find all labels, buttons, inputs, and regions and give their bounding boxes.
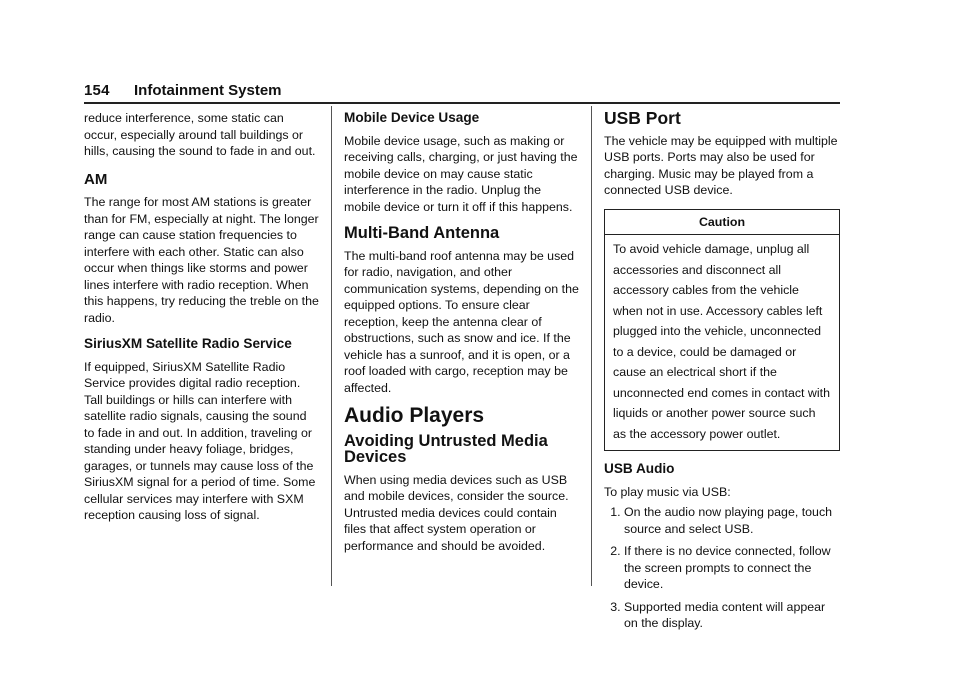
siriusxm-paragraph: If equipped, SiriusXM Satellite Radio Service provides digital radio reception. Tall buildings or hills can interfere with satellite radio signals, causing the sound to fade in and out. In addition, traveling or standing under heavy foliage, bridges, garages, or tunnels may cause loss of the SiriusXM signal for a period of time. Some cellular services may interfere with SXM reception causing loss of signal. <box>84 359 316 522</box>
list-item: 2. If there is no device connected, follow the screen prompts to connect the device. <box>624 543 840 593</box>
list-item: 1. On the audio now playing page, touch source and select USB. <box>624 504 840 537</box>
column-divider <box>331 106 332 586</box>
column-middle <box>344 110 580 562</box>
caution-text: To avoid vehicle damage, unplug all accessories and disconnect all accessory cables from the vehicle when not in use. Accessory cables left plugged into the vehicle, unconnected to a device, could be damaged or cause an electrical short if the unconnected end comes in contact with liquids or another power source such as the accessory power outlet. <box>613 242 830 441</box>
usb-audio-steps <box>604 504 840 632</box>
untrusted-media-paragraph: When using media devices such as USB and mobile devices, consider the source. Untrusted media devices could contain files that affect system operation or performance and should be avoided. <box>344 472 569 553</box>
column-right <box>604 110 840 638</box>
page-header <box>84 82 840 104</box>
column-left <box>84 110 320 532</box>
usb-port-heading: USB Port <box>604 108 681 128</box>
column-divider <box>591 106 592 586</box>
antenna-paragraph: The multi-band roof antenna may be used for radio, navigation, and other communication systems, depending on the equipped options. To ensure clear reception, keep the antenna clear of obstructions, such as snow and ice. If the vehicle has a sunroof, and it is open, or a roof loaded with cargo, reception may be affected. <box>344 248 579 395</box>
usb-audio-heading: USB Audio <box>604 461 675 476</box>
list-item: 3. Supported media content will appear on the display. <box>624 599 840 632</box>
caution-box <box>604 209 840 452</box>
am-paragraph: The range for most AM stations is greater than for FM, especially at night. The longer range can cause station frequencies to interfere with each other. Static can also occur when things like storms and power lines interfere with radio reception. When this happens, try reducing the treble on the radio. <box>84 195 319 325</box>
section-title: Infotainment System <box>134 82 282 99</box>
caution-title: Caution <box>605 210 839 236</box>
usb-port-paragraph: The vehicle may be equipped with multiple USB ports. Ports may also be used for charging. Music may be played from a connected USB device. <box>604 133 838 197</box>
header-rule <box>84 102 840 104</box>
antenna-heading: Multi-Band Antenna <box>344 224 500 242</box>
audio-players-heading: Audio Players <box>344 404 485 427</box>
mobile-device-paragraph: Mobile device usage, such as making or receiving calls, charging, or just having the mobile device on may cause static interference in the radio. Unplug the mobile device or turn it off if this happens. <box>344 133 578 214</box>
mobile-device-heading: Mobile Device Usage <box>344 110 480 125</box>
intro-paragraph: reduce interference, some static can occur, especially around tall buildings or hills, causing the sound to fade in and out. <box>84 111 316 158</box>
page-number: 154 <box>84 82 110 99</box>
untrusted-media-heading: Avoiding Untrusted Media Devices <box>344 431 548 466</box>
usb-audio-intro: To play music via USB: <box>604 484 731 499</box>
siriusxm-heading: SiriusXM Satellite Radio Service <box>84 336 292 351</box>
am-heading: AM <box>84 170 108 188</box>
